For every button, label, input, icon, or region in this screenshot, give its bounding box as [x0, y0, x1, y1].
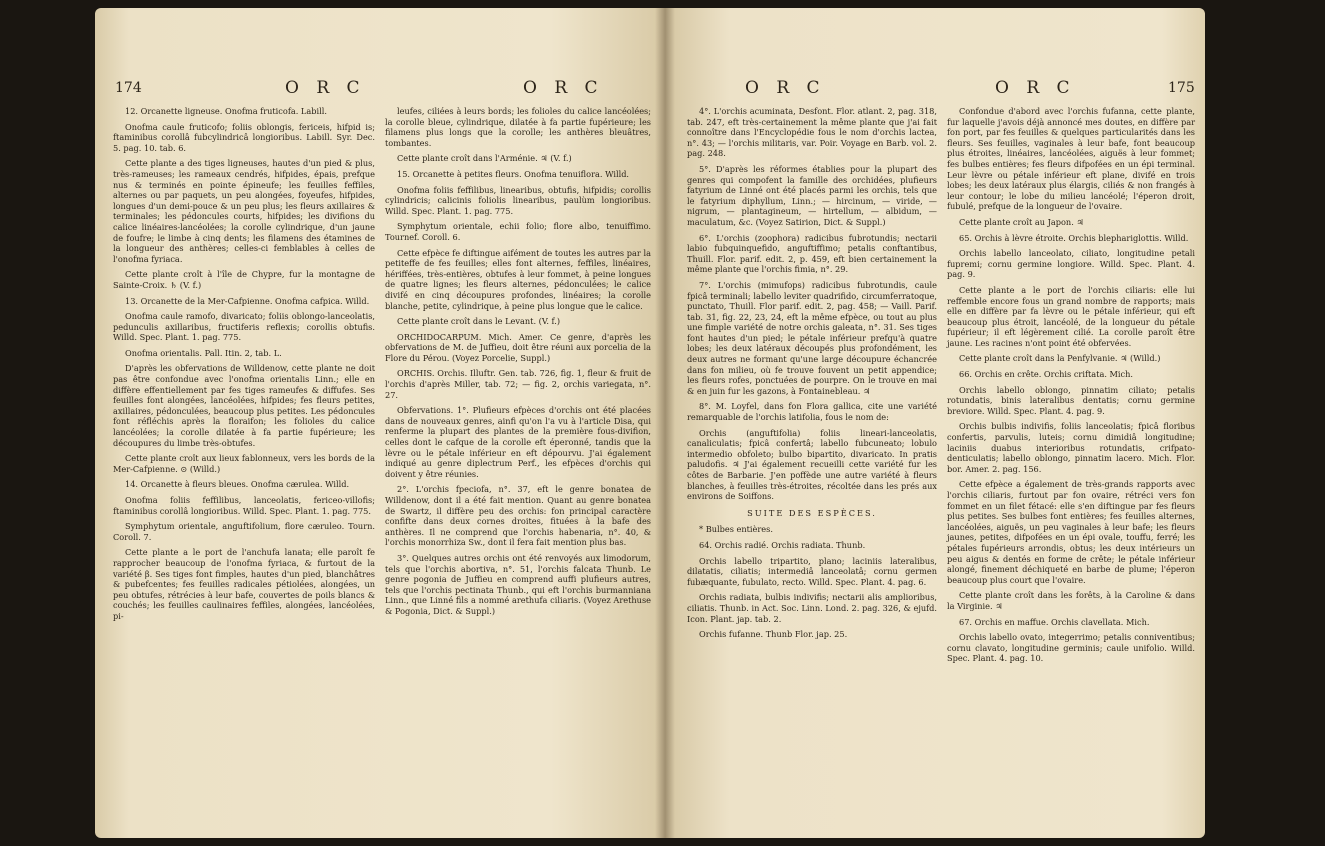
paragraph: Orchis labello lanceolato, ciliato, longitudine petali fupremi; cornu germine longiore. Willd. Spec. Plant. 4. pag. 9. — [947, 248, 1195, 280]
left-column-1 — [113, 106, 375, 627]
paragraph: ORCHIDOCARPUM. Mich. Amer. Ce genre, d'après les obfervations de M. de Juffieu, doit être réuni aux porcelia de la Flore du Pérou. (Voyez Porcelie, Suppl.) — [385, 331, 651, 363]
right-column-2 — [947, 106, 1195, 669]
paragraph: SUITE DES ESPÈCES. — [747, 507, 877, 518]
paragraph: Onofma caule fruticofo; foliis oblongis, fericeis, hifpid is; ftaminibus corollâ fubcylindricâ longioribus. Labill. Syr. Dec. 5. pag. 10. tab. 6. — [113, 121, 375, 153]
paragraph: Orchis labello tripartito, plano; laciniis lateralibus, dilatatis, ciliatis; intermediâ lanceolatâ; cornu germen fubæquante, fubulato, recto. Willd. Spec. Plant. 4. pag. 6. — [687, 555, 937, 587]
paragraph: 67. Orchis en maffue. Orchis clavellata. Mich. — [959, 616, 1150, 627]
paragraph: Symphytum orientale, echii folio; flore albo, tenuiffimo. Tournef. Coroll. 6. — [385, 221, 651, 242]
paragraph: 12. Orcanette ligneuse. Onofma fruticofa. Labill. — [125, 106, 327, 116]
paragraph: 64. Orchis radié. Orchis radiata. Thunb. — [699, 539, 866, 550]
paragraph: Obfervations. 1°. Plufieurs efpèces d'orchis ont été placées dans de nouveaux genres, ainfi qu'on l'a vu à l'article Disa, qui renferme la plupart des plantes de la première fous-divifion, celles dont le cafque de la corolle eft éperonné, tandis que la lèvre ou le pétale inférieur en eft dépourvu. J'ai également indiqué au genre diplectrum Perf., les efpèces d'orchis qui doivent y être réunies. — [385, 405, 651, 479]
running-header-left-col1: O R C — [285, 78, 366, 98]
paragraph: 14. Orcanette à fleurs bleues. Onofma cærulea. Willd. — [125, 479, 350, 490]
paragraph: Orchis (anguftifolia) foliis lineari-lanceolatis, canaliculatis; fpicâ confertâ; labello fubcuneato; lobulo intermedio obfoleto; bulbo bipartito, divaricato. In pratis paludofis. ♃ J'ai également recueilli cette variété fur les côtes de Barbarie. J'en poffède une autre variété à fleurs blanches, à feuilles très-étroites, récoltée dans les prés aux environs de Soiffons. — [687, 427, 937, 502]
paragraph: ORCHIS. Orchis. Illuftr. Gen. tab. 726, fig. 1, fleur & fruit de l'orchis d'après Miller, tab. 72; — fig. 2, orchis variegata, n°. 27. — [385, 368, 651, 400]
paragraph: Cette plante croît aux lieux fablonneux, vers les bords de la Mer-Cafpienne. ⊙ (Willd.) — [113, 453, 375, 474]
paragraph: Onofma orientalis. Pall. Itin. 2, tab. L. — [125, 347, 282, 358]
paragraph: 65. Orchis à lèvre étroite. Orchis blephariglottis. Willd. — [959, 232, 1189, 243]
paragraph: 4°. L'orchis acuminata, Desfont. Flor. atlant. 2, pag. 318, tab. 247, eft très-certainement la même plante que j'ai fait connoître dans l'Encyclopédie fous le nom d'orchis lactea, n°. 43; — l'orchis militaris, var. Poir. Voyage en Barb. vol. 2. pag. 248. — [687, 106, 937, 159]
paragraph: 5°. D'après les réformes établies pour la plupart des genres qui compofent la famille des orchidées, plufieurs fatyrium de Linné ont été placés parmi les orchis, tels que le fatyrium diphyllum, Linn.; — hircinum, — viride, — nigrum, — plantagineum, — hirtellum, — albidum, — maculatum, &c. (Voyez Satirion, Dict. & Suppl.) — [687, 163, 937, 227]
paragraph: 6°. L'orchis (zoophora) radicibus fubrotundis; nectarii labio fubquinquefido, anguftiffimo; petalis conftantibus, Thuill. Flor. parif. edit. 2, p. 459, eft bien certainement la même plante que l'orchis fimia, n°. 29. — [687, 232, 937, 275]
paragraph: Cette plante a le port de l'orchis ciliaris: elle lui reffemble encore fous un grand nombre de rapports; mais elle en diffère par fa lèvre ou le pétale inférieur, qui eft beaucoup plus étroit, lancéolé, de la longueur du pétale fupérieur; il eft légèrement cilié. La corolle paroît être jaune. Les racines n'ont point été obfervées. — [947, 284, 1195, 348]
paragraph: D'après les obfervations de Willdenow, cette plante ne doit pas être confondue avec l'onofma orientalis Linn.; elle en diffère effentiellement par fes tiges rameufes & diffufes. Ses feuilles font alongées, lancéolées, hifpides; fes fleurs petites, axillaires, pédonculées, beaucoup plus petites. Les pédoncules font réfléchis après la floraifon; les folioles du calice lancéolées; la corolle dilatée à fa partie fupérieure; les découpures du limbe très-obtufes. — [113, 363, 375, 448]
paragraph: Onofma foliis feffilibus, linearibus, obtufis, hifpidis; corollis cylindricis; calicinis foliolis linearibus, paulùm longioribus. Willd. Spec. Plant. 1. pag. 775. — [385, 184, 651, 216]
page-number-left: 174 — [115, 80, 142, 96]
right-column-1 — [687, 106, 937, 645]
paragraph: 8°. M. Loyfel, dans fon Flora gallica, cite une variété remarquable de l'orchis latifolia, fous le nom de: — [687, 401, 937, 423]
paragraph: Orchis labello ovato, integerrimo; petalis conniventibus; cornu clavato, longitudine germinis; caule unifolio. Willd. Spec. Plant. 4. pag. 10. — [947, 632, 1195, 664]
paragraph: 15. Orcanette à petites fleurs. Onofma tenuiflora. Willd. — [397, 168, 630, 179]
paragraph: Confondue d'abord avec l'orchis fufanna, cette plante, fur laquelle j'avois déjà annoncé mes doutes, en diffère par fon port, par fes feuilles & quelques particularités dans les fleurs. Ses feuilles, vaginales à leur bafe, font beaucoup plus étroites, linéaires, lancéolées, aiguës à leur fommet; fes bulbes entières; fes fleurs difpofées en un épi terminal. Leur lèvre ou pétale inférieur eft plane, divifé en trois lobes; les deux latéraux plus élargis, ciliés & non frangés à leur contour; le lobe du milieu lancéolé; l'éperon droit, fubulé, prefque de la longueur de l'ovaire. — [947, 106, 1195, 212]
paragraph: 3°. Quelques autres orchis ont été renvoyés aux limodorum, tels que l'orchis abortiva, n°. 51, l'orchis falcata Thunb. Le genre pogonia de Juffieu en comprend auffi plufieurs autres, tels que l'orchis pectinata Thunb., qui eft l'orchis burmanniana Linn., que Linné fils a nommé arethufa ciliaris. (Voyez Arethuse & Pogonia, Dict. & Suppl.) — [385, 552, 651, 616]
paragraph: 2°. L'orchis fpeciofa, n°. 37, eft le genre bonatea de Willdenow, dont il a été fait mention. Quant au genre bonatea de Swartz, il diffère peu des orchis: fon principal caractère confifte dans deux cornes droites, fituées à la bafe des anthères. Il ne comprend que l'orchis habenaria, n°. 40, & l'orchis monorrhiza Sw., dont il fera fait mention plus bas. — [385, 484, 651, 548]
paragraph: Orchis bulbis indivifis, foliis lanceolatis; fpicâ floribus confertis, parvulis, luteis; cornu dimidiâ longitudine; laciniis duabus interioribus rotundatis, crifpato-denticulatis; labello oblongo, pinnatim lacero. Mich. Flor. bor. Amer. 2. pag. 156. — [947, 421, 1195, 474]
page-number-right: 175 — [1168, 80, 1195, 96]
paragraph: Cette plante croît dans le Levant. (V. f.) — [397, 316, 561, 327]
paragraph: Cette plante croît au Japon. ♃ — [959, 216, 1084, 227]
paragraph: 13. Orcanette de la Mer-Cafpienne. Onofma cafpica. Willd. — [125, 295, 370, 306]
running-header-left-col2: O R C — [523, 78, 604, 98]
paragraph: Symphytum orientale, anguftifolium, flore cæruleo. Tourn. Coroll. 7. — [113, 521, 375, 542]
paragraph: Cette efpèce a également de très-grands rapports avec l'orchis ciliaris, furtout par fon ovaire, rétréci vers fon fommet en un filet fétacé: elle s'en diftingue par fes fleurs plus petites. Ses bulbes font entières; fes feuilles alternes, lancéolées, aiguës, un peu vaginales à leur bafe; les fleurs jaunes, petites, difpofées en un épi ovale, touffu, ferré; les pétales fupérieurs arrondis, obtus; les deux intérieurs un peu aigus & dentés en forme de crête; le pétale inférieur alongé, finement déchiqueté en barbe de plume; l'éperon beaucoup plus court que l'ovaire. — [947, 479, 1195, 585]
paragraph: Orchis fufanne. Thunb Flor. jap. 25. — [699, 629, 848, 640]
paragraph: Cette plante a le port de l'anchufa lanata; elle paroît fe rapprocher beaucoup de l'onofma fyriaca, & furtout de la variété β. Ses tiges font fimples, hautes d'un pied, blanchâtres & pubefcentes; fes feuilles radicales pétiolées, alongées, un peu obtufes, rétrécies à leur bafe, couvertes de poils blancs & couchés; les feuilles caulinaires feffiles, alongées, lancéolées, pi- — [113, 547, 375, 621]
running-header-right-col2: O R C — [995, 78, 1076, 98]
paragraph: Cette plante croît à l'île de Chypre, fur la montagne de Sainte-Croix. ♄ (V. f.) — [113, 269, 375, 290]
paragraph: Onofma caule ramofo, divaricato; foliis oblongo-lanceolatis, pedunculis axillaribus, fructiferis reflexis; corollis obtufis. Willd. Spec. Plant. 1. pag. 775. — [113, 311, 375, 343]
paragraph: 66. Orchis en crête. Orchis criftata. Mich. — [959, 369, 1134, 380]
paragraph: leufes, ciliées à leurs bords; les folioles du calice lancéolées; la corolle bleue, cylindrique, dilatée à fa partie fupérieure; les filamens plus longs que la corolle; les anthères bleuâtres, tombantes. — [385, 106, 651, 148]
paragraph: Orchis labello oblongo, pinnatim ciliato; petalis rotundatis, binis lateralibus dentatis; cornu germine breviore. Willd. Spec. Plant. 4. pag. 9. — [947, 384, 1195, 416]
paragraph: Orchis radiata, bulbis indivifis; nectarii alis amplioribus, ciliatis. Thunb. in Act. Soc. Linn. Lond. 2. pag. 326, & ejufd. Icon. Plant. jap. tab. 2. — [687, 592, 937, 624]
paragraph: Cette efpèce fe diftingue aifément de toutes les autres par la petiteffe de fes feuilles; elles font alternes, feffiles, linéaires, hériffées, très-entières, obtufes à leur fommet, à peine longues de quatre lignes; les fleurs alternes, pédonculées; le calice divifé en cinq découpures profondes, linéaires; la corolle blanche, petite, cylindrique, à peine plus longue que le calice. — [385, 247, 651, 311]
left-page — [95, 8, 665, 838]
paragraph: Cette plante croît dans l'Arménie. ♃ (V. f.) — [397, 153, 572, 164]
running-header-right-col1: O R C — [745, 78, 826, 98]
paragraph: Cette plante croît dans les forêts, à la Caroline & dans la Virginie. ♃ — [947, 590, 1195, 611]
paragraph: Onofma foliis feffilibus, lanceolatis, fericeo-villofis; ftaminibus corollâ longioribus. Willd. Spec. Plant. 1. pag. 775. — [113, 495, 375, 516]
paragraph: 7°. L'orchis (mimufops) radicibus fubrotundis, caule fpicâ terminali; labello leviter quadrifido, circumferratoque, punctato, Thuill. Flor parif. edit. 2, pag. 458; — Vaill. Parif. tab. 31, fig. 22, 23, 24, eft la même efpèce, ou tout au plus une fimple variété de notre orchis galeata, n°. 31. Ses tiges font hautes d'un pied; le pétale inférieur prefqu'à quatre lobes; les deux latéraux découpés plus profondément, les deux autres ne formant qu'une large découpure échancrée dans fon milieu, où fe trouve fouvent un petit appendice; les fleurs rofes, ponctuées de pourpre. On le trouve en mai & en juin fur les gazons, à Fontainebleau. ♃ — [687, 279, 937, 396]
left-column-2 — [385, 106, 651, 622]
book-gutter — [655, 8, 675, 838]
right-page — [665, 8, 1205, 838]
paragraph: Cette plante croît dans la Penfylvanie. ♃ (Willd.) — [959, 353, 1161, 364]
paragraph: Cette plante a des tiges ligneuses, hautes d'un pied & plus, très-rameuses; les rameaux cendrés, hifpides, épais, prefque nus & terminés en pointe épineufe; les feuilles feffiles, alternes ou par paquets, un peu alongées, foyeufes, hifpides, longues d'un demi-pouce & un peu plus; les fleurs axillaires & terminales; les pédoncules courts, hifpides; les divifions du calice linéaires-lancéolées; la corolle cylindrique, d'un jaune de foufre; le limbe à cinq dents; les filamens des étamines de la longueur des anthères; celles-ci femblables à celles de l'onofma fyriaca. — [113, 158, 375, 264]
paragraph: * Bulbes entières. — [699, 524, 773, 535]
